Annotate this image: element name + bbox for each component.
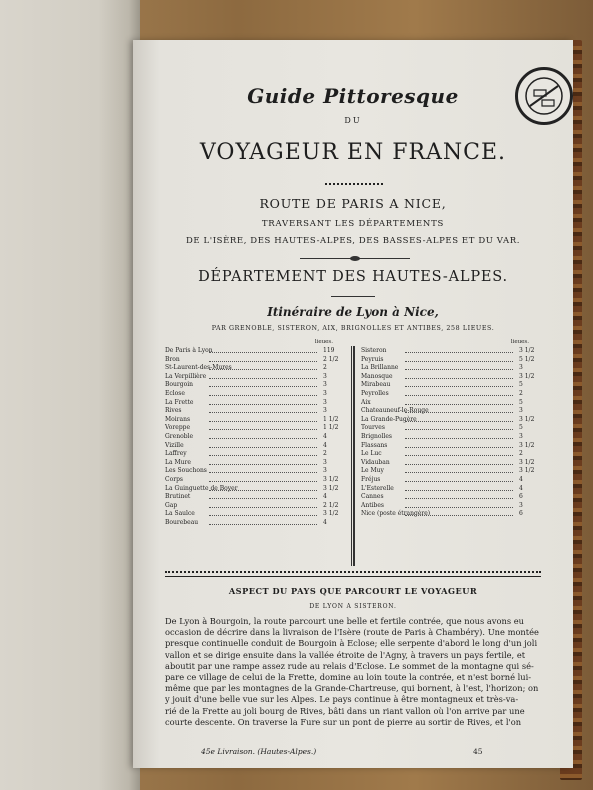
leader-dots [209,507,317,508]
right-page [133,40,573,768]
itinerary-row [361,433,539,442]
leader-dots [405,361,513,362]
distance-lieues: 3 [519,364,523,372]
title-voyageur-en-france: VOYAGEUR EN FRANCE. [199,140,507,165]
leader-dots [405,404,513,405]
distance-lieues: 3 1/2 [519,458,535,466]
distance-lieues: 2 [519,389,523,397]
itinerary-row [361,373,539,382]
stop-name: La Verpillière [165,372,207,380]
body-line: occasion de décrire dans la livraison de l'Isère (route de Paris à Chambéry). Une montée [165,627,539,638]
leader-dots [405,455,513,456]
itinerary-row [361,476,539,485]
leader-dots [209,395,317,396]
distance-lieues: 2 [323,450,327,458]
distance-lieues: 3 [323,407,327,415]
itinerary-row [361,416,539,425]
lieues-header: lieues. [314,339,333,345]
itinerary-row [165,519,343,528]
leader-dots [209,464,317,465]
stop-name: La Brillanne [361,364,399,372]
leader-dots [209,369,317,370]
stop-name: Peyrolles [361,389,389,397]
distance-lieues: 3 [519,432,523,440]
distance-lieues: 3 1/2 [519,467,535,475]
leader-dots [405,481,513,482]
stop-name: Vizille [165,441,184,449]
leader-dots [209,386,317,387]
body-line: presque continuelle conduit de Bourgoin à Eclose; elle serpente d'abord le long d'un joli [165,638,538,649]
itinerary-row [361,450,539,459]
leader-dots [405,395,513,396]
leader-dots [209,498,317,499]
itinerary-row [165,373,343,382]
itinerary-row [165,399,343,408]
body-line: courte descente. On traverse la Fure sur un pont de pierre au sortir de Rives, et l'on [165,716,522,727]
stop-name: Antibes [361,501,384,509]
stop-name: Le Luc [361,450,382,458]
department-title: DÉPARTEMENT DES HAUTES-ALPES. [198,269,508,285]
stop-name: Les Souchons [165,467,207,475]
route-heading: ROUTE DE PARIS A NICE, [259,196,447,211]
stop-name: La Mure [165,458,191,466]
distance-lieues: 3 1/2 [323,484,339,492]
itinerary-row [361,399,539,408]
distance-lieues: 1 1/2 [323,424,339,432]
distance-lieues: 3 [323,372,327,380]
leader-dots [209,352,317,353]
stop-name: St-Laurent-des-Mures [165,364,232,372]
distance-lieues: 3 [519,407,523,415]
body-line: même que par les montagnes de la Grande-Chartreuse, qui bornent, à l'est, l'horizon; on [165,683,539,694]
itinerary-row [165,476,343,485]
body-line: De Lyon à Bourgoin, la route parcourt une belle et fertile contrée, que nous avons eu [165,616,524,626]
stop-name: Aix [361,398,371,406]
distance-lieues: 3 [323,398,327,406]
distance-lieues: 4 [323,518,327,526]
itinerary-subtitle: PAR GRENOBLE, SISTERON, AIX, BRIGNOLLES ET ANTIBES, 258 LIEUES. [211,325,495,332]
itinerary-column-right [361,338,539,519]
itinerary-title: Itinéraire de Lyon à Nice, [267,305,439,319]
leader-dots [209,429,317,430]
distance-lieues: 2 [323,364,327,372]
itinerary-column-left [165,338,343,527]
itinerary-row [361,347,539,356]
distance-lieues: 4 [323,441,327,449]
itinerary-row [165,442,343,451]
body-line: y jouit d'une belle vue sur les Alpes. Le pays continue à être montagneux et très-va- [165,694,519,705]
title-du: DU [344,116,362,125]
itinerary-row [361,356,539,365]
leader-dots [209,524,317,525]
stop-name: Voreppe [165,424,191,432]
itinerary-row [361,381,539,390]
distance-lieues: 5 [519,424,523,432]
leader-dots [405,369,513,370]
itinerary-row [165,364,343,373]
departments-line: DE L'ISÈRE, DES HAUTES-ALPES, DES BASSES-ALPES ET DU VAR. [186,236,520,246]
leader-dots [209,447,317,448]
leader-dots [209,481,317,482]
leader-dots [405,515,513,516]
stop-name: La Frette [165,398,194,406]
page-content [155,40,551,768]
distance-lieues: 4 [519,475,523,483]
distance-lieues: 4 [323,493,327,501]
itinerary-row [165,407,343,416]
stop-name: Cannes [361,493,384,501]
leader-dots [209,490,317,491]
leader-dots [209,378,317,379]
itinerary-row [165,424,343,433]
leader-dots [405,464,513,465]
stop-name: Chateauneuf-le-Rouge [361,407,429,415]
stop-name: Moirans [165,415,191,423]
column-header [165,338,343,347]
itinerary-row [165,467,343,476]
leader-dots [209,361,317,362]
leader-dots [405,378,513,379]
leader-dots [405,490,513,491]
stop-name: Rives [165,407,182,415]
leader-dots [209,472,317,473]
distance-lieues: 3 [519,501,523,509]
leader-dots [209,421,317,422]
stop-name: Eclose [165,389,185,397]
itinerary-table [165,338,541,570]
body-line: aboutit par une rampe assez rude au relais d'Eclose. Le sommet de la montagne qui sé- [165,660,534,671]
itinerary-row [165,381,343,390]
distance-lieues: 3 1/2 [323,475,339,483]
itinerary-row [165,416,343,425]
itinerary-row [361,493,539,502]
itinerary-row [165,485,343,494]
itinerary-row [361,467,539,476]
leader-dots [209,412,317,413]
distance-lieues: 2 [519,450,523,458]
stop-name: De Paris à Lyon [165,347,213,354]
column-header [361,338,539,347]
stop-name: Bron [165,355,180,363]
stop-name: Vidauban [361,458,390,466]
itinerary-row [165,347,343,356]
leader-dots [209,515,317,516]
distance-lieues: 3 1/2 [519,372,535,380]
itinerary-row [165,459,343,468]
stop-name: La Guinguette de Boyer [165,484,238,492]
stop-name: La Grande-Pugère [361,415,417,423]
distance-lieues: 5 [519,381,523,389]
body-paragraph [165,616,541,728]
distance-lieues: 3 1/2 [323,510,339,518]
stop-name: Gap [165,501,178,509]
distance-lieues: 3 [323,389,327,397]
itinerary-row [361,364,539,373]
stop-name: Laffrey [165,450,187,458]
itinerary-row [165,356,343,365]
stop-name: Bourebeau [165,518,199,526]
column-divider [351,346,353,566]
distance-lieues: 4 [323,432,327,440]
distance-lieues: 3 1/2 [519,347,535,354]
itinerary-row [361,502,539,511]
leader-dots [405,412,513,413]
stop-name: Bourgoin [165,381,193,389]
itinerary-row [165,510,343,519]
distance-lieues: 3 [323,381,327,389]
stop-name: Flassans [361,441,388,449]
distance-lieues: 6 [519,493,523,501]
lieues-header: lieues. [510,339,529,345]
stop-name: Peyruis [361,355,384,363]
itinerary-row [361,485,539,494]
stop-name: Tourves [361,424,385,432]
itinerary-row [165,390,343,399]
itinerary-row [165,450,343,459]
distance-lieues: 3 1/2 [519,415,535,423]
leader-dots [405,429,513,430]
leader-dots [405,507,513,508]
itinerary-row [361,390,539,399]
body-line: rié de la Frette au joli bourg de Rives, bâti dans un riant vallon où l'on arrive par une [165,705,525,716]
body-line: vallon et se dirige ensuite dans la vallée étroite de l'Agny, à travers un pays fertile, et [165,649,526,660]
leader-dots [405,386,513,387]
leader-dots [209,455,317,456]
distance-lieues: 3 [323,467,327,475]
title-guide-pittoresque: Guide Pittoresque [247,84,459,108]
stop-name: La Saulce [165,510,195,518]
ornamental-rule [300,258,410,259]
leader-dots [209,404,317,405]
section-divider [165,571,541,577]
aspect-title: ASPECT DU PAYS QUE PARCOURT LE VOYAGEUR [228,586,478,596]
leader-dots [405,447,513,448]
stop-name: Manosque [361,372,393,380]
stop-name: Sisteron [361,347,387,354]
traversant-line: TRAVERSANT LES DÉPARTEMENTS [261,219,445,229]
stop-name: L'Esterelle [361,484,394,492]
distance-lieues: 5 [519,398,523,406]
itinerary-row [165,493,343,502]
stop-name: Nice (poste étrangère) [361,510,431,518]
leader-dots [209,438,317,439]
leader-dots [405,472,513,473]
itinerary-row [361,407,539,416]
itinerary-row [165,502,343,511]
body-line: pare ce village de celui de la Frette, domine au loin toute la contrée, et n'est borné lui- [165,671,532,682]
distance-lieues: 119 [323,347,335,354]
itinerary-row [361,442,539,451]
stop-name: Brignolles [361,432,392,440]
distance-lieues: 3 1/2 [519,441,535,449]
distance-lieues: 1 1/2 [323,415,339,423]
leader-dots [405,498,513,499]
leader-dots [405,438,513,439]
distance-lieues: 3 [323,458,327,466]
stop-name: Brutinet [165,493,191,501]
stop-name: Le Muy [361,467,384,475]
leader-dots [405,421,513,422]
dotted-rule [325,183,383,187]
stop-name: Fréjus [361,475,381,483]
distance-lieues: 6 [519,510,523,518]
itinerary-row [165,433,343,442]
itinerary-row [361,424,539,433]
distance-lieues: 2 1/2 [323,355,339,363]
distance-lieues: 4 [519,484,523,492]
page-number: 45 [473,747,483,756]
left-page [0,0,140,790]
leader-dots [405,352,513,353]
stop-name: Corps [165,475,183,483]
distance-lieues: 2 1/2 [323,501,339,509]
short-rule [331,296,375,297]
stop-name: Grenoble [165,432,193,440]
itinerary-row [361,459,539,468]
distance-lieues: 5 1/2 [519,355,535,363]
itinerary-row [361,510,539,519]
stop-name: Mirabeau [361,381,391,389]
footer-livraison: 45e Livraison. (Hautes-Alpes.) [201,747,317,756]
aspect-subtitle: DE LYON A SISTERON. [309,603,397,610]
